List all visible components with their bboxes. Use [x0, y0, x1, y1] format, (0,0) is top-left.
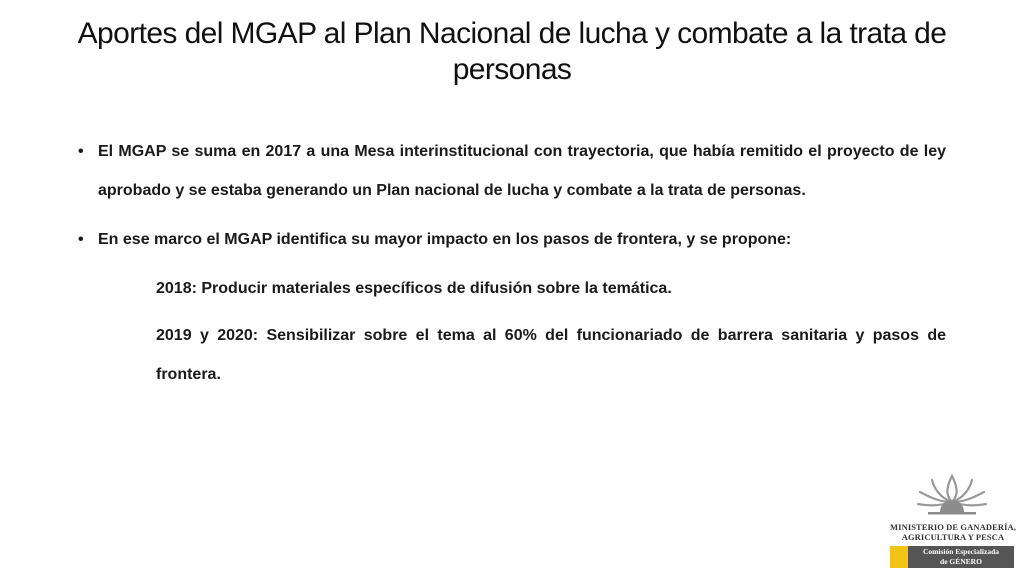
- bullet-dot: •: [78, 231, 84, 248]
- sun-emblem-icon: [914, 472, 990, 520]
- bullet-text: El MGAP se suma en 2017 a una Mesa interinstitucional con trayectoria, que había remitido el proyecto de ley aprobado y se estaba generando un Plan nacional de lucha y combate a la trata de personas.: [98, 143, 946, 199]
- sub-item: 2018: Producir materiales específicos de difusión sobre la temática.: [156, 280, 672, 297]
- bullet-dot: •: [78, 143, 84, 160]
- ministry-logo: [886, 472, 1020, 572]
- logo-line-2: AGRICULTURA Y PESCA: [901, 532, 1005, 542]
- logo-line-1: MINISTERIO DE GANADERÍA,: [890, 522, 1016, 532]
- slide-content: [78, 132, 946, 402]
- band-line-2: de GÉNERO: [940, 557, 982, 566]
- band-line-1: Comisión Especializada: [922, 547, 1000, 556]
- logo-band-text: [908, 546, 1014, 568]
- slide-title: Aportes del MGAP al Plan Nacional de lucha y combate a la trata de personas: [77, 17, 947, 86]
- logo-band: [890, 546, 1014, 568]
- bullet-item: [78, 132, 946, 210]
- bullet-item: [78, 220, 946, 259]
- bullet-text: En ese marco el MGAP identifica su mayor impacto en los pasos de frontera, y se propone:: [98, 231, 792, 248]
- sub-item: 2019 y 2020: Sensibilizar sobre el tema al 60% del funcionariado de barrera sanitaria y pasos de frontera.: [156, 327, 946, 383]
